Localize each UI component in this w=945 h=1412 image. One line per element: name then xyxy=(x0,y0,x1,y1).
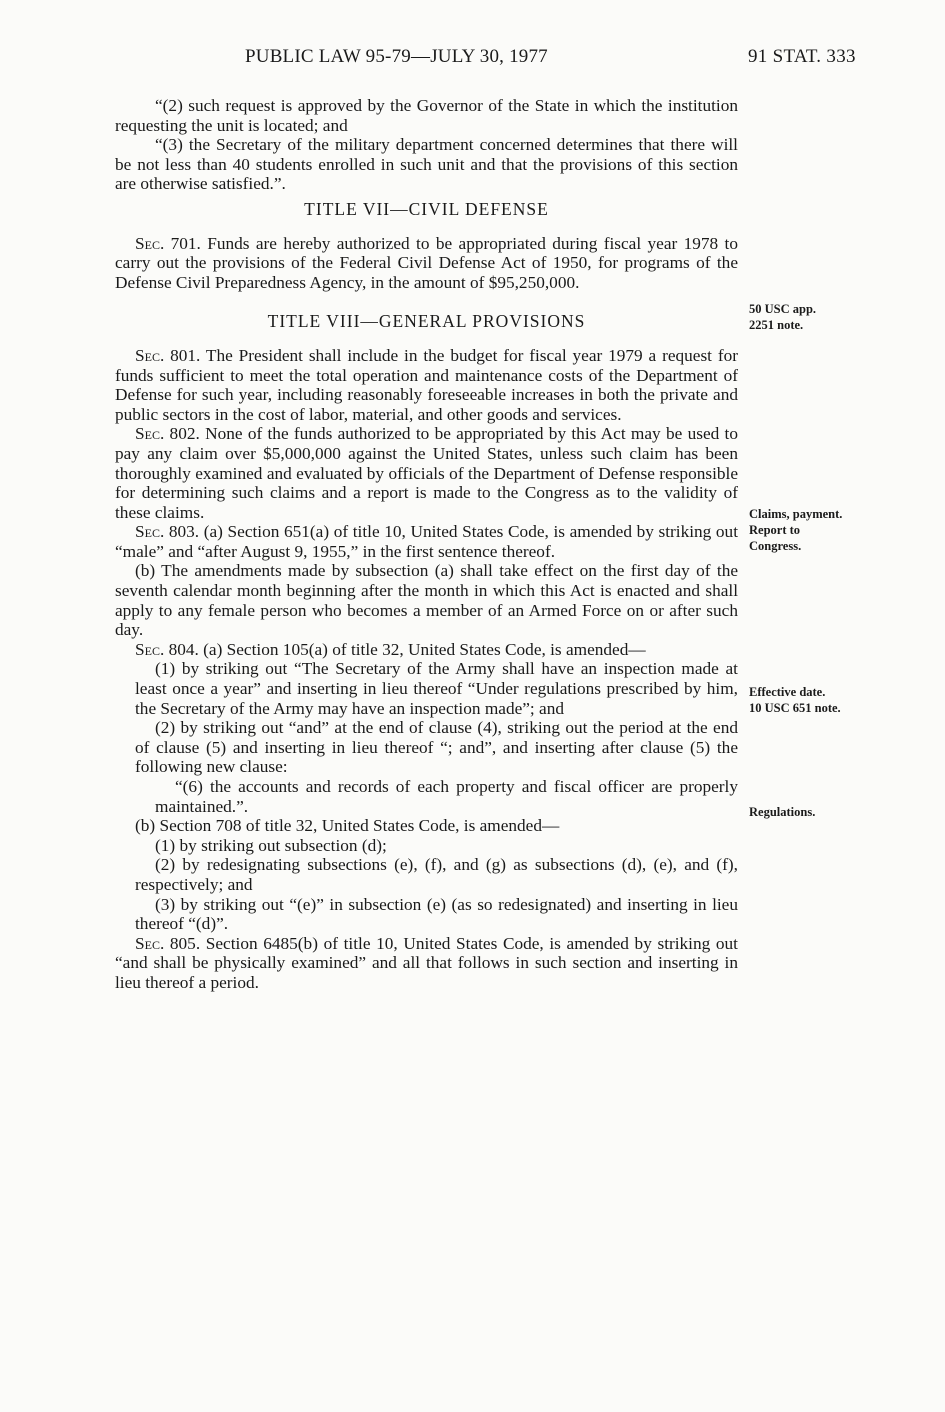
margin-note-line: Effective date. xyxy=(749,685,826,699)
section-804-b-1: (1) by striking out subsection (d); xyxy=(155,835,387,855)
margin-note-803 xyxy=(749,684,929,716)
section-804-a-2-quote: “(6) the accounts and records of each property and fiscal officer are properly maintained.”. xyxy=(155,777,738,816)
paragraph-clause-2: “(2) such request is approved by the Governor of the State in which the institution requesting the unit is located; and xyxy=(115,96,738,135)
margin-note-701 xyxy=(749,301,929,333)
section-802-text: 802. None of the funds authorized to be appropriated by this Act may be used to pay any claim over $5,000,000 against the United States, unless such claim has been thoroughly examined and evaluated by officials of the Department of Defense responsible for determining such claims and a report is made to the Congress as to the validity of these claims. xyxy=(115,424,738,522)
section-805-text: 805. Section 6485(b) of title 10, United States Code, is amended by striking out “and shall be physically examined” and all that follows in such section and inserting in lieu thereof a period. xyxy=(115,933,738,992)
section-701-text: 701. Funds are hereby authorized to be appropriated during fiscal year 1978 to carry out the provisions of the Federal Civil Defense Act of 1950, for programs of the Defense Civil Preparedness Agency, in the amount of $95,250,000. xyxy=(115,233,738,292)
section-803-text: 803. (a) Section 651(a) of title 10, United States Code, is amended by striking out “male” and “after August 9, 1955,” in the first sentence thereof. xyxy=(115,522,738,561)
margin-note-line: Report to xyxy=(749,523,801,537)
section-805 xyxy=(115,934,738,993)
section-804-a-1: (1) by striking out “The Secretary of the Army shall have an inspection made at least once a year” and inserting in lieu thereof “Under regulations prescribed by him, the Secretary of the Army may have an inspection made”; and xyxy=(135,659,738,718)
paragraph-clause-3: “(3) the Secretary of the military department concerned determines that there will be not less than 40 students enrolled in such unit and that the provisions of this section are otherwise satisfied.”. xyxy=(115,135,738,194)
section-801-text: 801. The President shall include in the budget for fiscal year 1979 a request for funds sufficient to meet the total operation and maintenance costs of the Department of Defense for such year, including reasonably foreseeable increases in both the private and public sectors in the cost of labor, material, and other goods and services. xyxy=(115,345,738,424)
section-804-b: (b) Section 708 of title 32, United States Code, is amended— xyxy=(135,816,560,836)
margin-note-line: Regulations. xyxy=(749,805,816,819)
section-803 xyxy=(115,522,738,561)
margin-note-line: Congress. xyxy=(749,539,802,553)
title-viii-heading: TITLE VIII—GENERAL PROVISIONS xyxy=(267,311,586,332)
section-label: Sec. xyxy=(135,424,165,444)
margin-note-804 xyxy=(749,804,929,820)
section-803-b: (b) The amendments made by subsection (a) shall take effect on the first day of the seventh calendar month beginning after the month in which this Act is enacted and shall apply to any female person who becomes a member of an Armed Force on or after such day. xyxy=(115,561,738,640)
margin-note-line: 10 USC 651 note. xyxy=(749,701,841,715)
section-label: Sec. xyxy=(135,233,165,253)
margin-note-line: Claims, payment. xyxy=(749,507,843,521)
margin-note-802 xyxy=(749,506,929,554)
section-804-b-3: (3) by striking out “(e)” in subsection (e) (as so redesignated) and inserting in lieu thereof “(d)”. xyxy=(135,894,738,934)
section-804-text: 804. (a) Section 105(a) of title 32, United States Code, is amended— xyxy=(164,639,646,659)
section-701 xyxy=(115,234,738,293)
section-label: Sec. xyxy=(135,639,165,659)
section-label: Sec. xyxy=(135,522,165,542)
page-header-right: 91 STAT. 333 xyxy=(748,46,856,67)
section-801 xyxy=(115,346,738,424)
section-label: Sec. xyxy=(135,933,165,953)
section-label: Sec. xyxy=(135,345,165,365)
section-804 xyxy=(115,640,738,660)
section-804-a-2: (2) by striking out “and” at the end of clause (4), striking out the period at the end of clause (5) and inserting in lieu thereof “; and”, and inserting after clause (5) the following new clause: xyxy=(135,718,738,777)
section-804-b-2: (2) by redesignating subsections (e), (f), and (g) as subsections (d), (e), and (f), respectively; and xyxy=(135,855,738,894)
margin-note-line: 2251 note. xyxy=(749,318,804,332)
title-vii-heading: TITLE VII—CIVIL DEFENSE xyxy=(304,198,549,219)
document-body xyxy=(115,96,738,993)
margin-note-line: 50 USC app. xyxy=(749,302,817,316)
section-802 xyxy=(115,424,738,522)
page-header-left: PUBLIC LAW 95-79—JULY 30, 1977 xyxy=(245,46,548,67)
